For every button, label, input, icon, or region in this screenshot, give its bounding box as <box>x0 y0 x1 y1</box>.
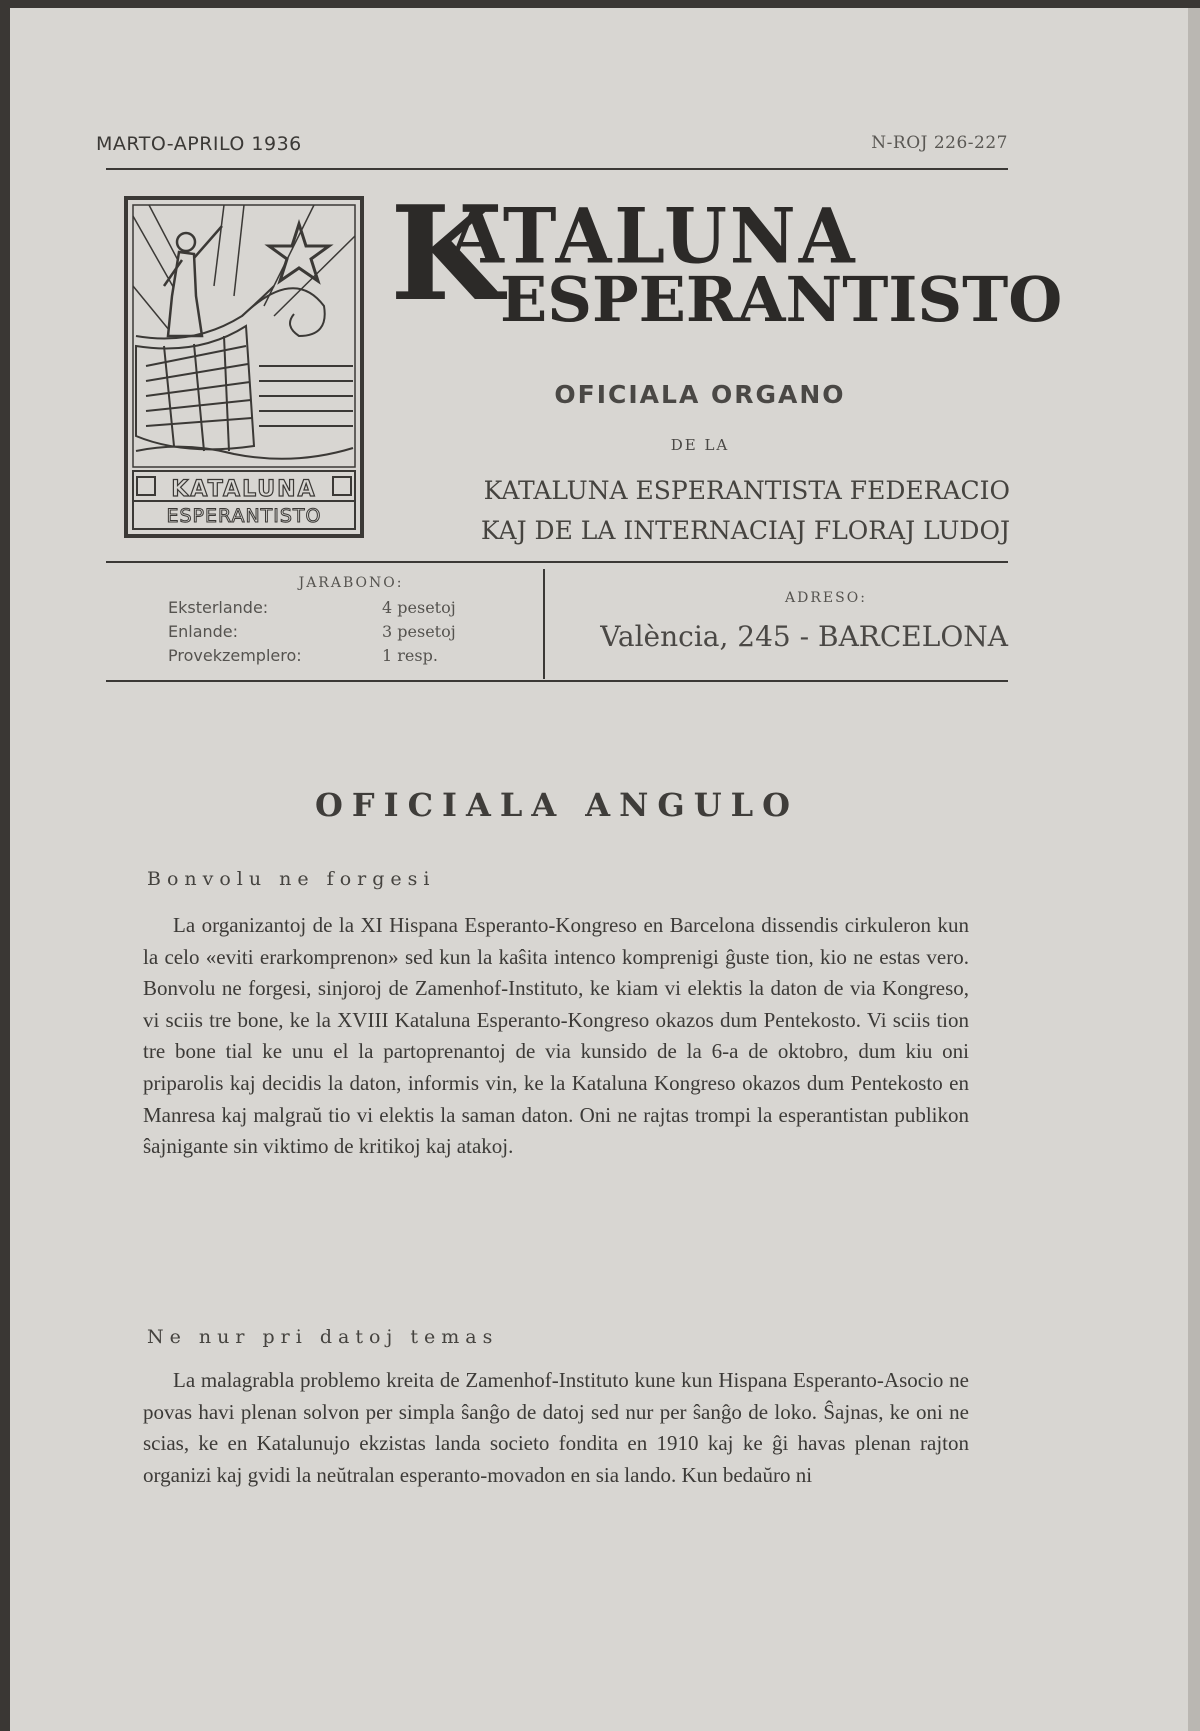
logo-label-line1: KATALUNA <box>171 477 317 502</box>
masthead-title <box>390 177 1063 363</box>
issue-date: MARTO-APRILO 1936 <box>96 133 302 155</box>
subscription-title: JARABONO: <box>298 575 404 591</box>
rate-row <box>168 622 456 641</box>
magazine-page <box>10 8 1200 1731</box>
header-rule <box>106 168 1008 170</box>
rate-label: Eksterlande: <box>168 598 269 617</box>
table-bottom-rule <box>106 680 1008 682</box>
table-divider <box>543 569 545 679</box>
organ-label: OFICIALA ORGANO <box>554 380 846 409</box>
subheading: Ne nur pri datoj temas <box>147 1326 499 1348</box>
issue-numbers: N-ROJ 226-227 <box>871 133 1008 153</box>
rate-value: 1 resp. <box>382 646 438 665</box>
masthead-initial: K <box>390 177 503 330</box>
de-la-label: DE LA <box>670 436 730 454</box>
article-paragraph: La organizantoj de la XI Hispana Esperanto-Kongreso en Barcelona dissendis cirkuleron kun la celo «eviti erarkomprenon» sed kun la kaŝita intenco komprenigi ĝuste tion, kio ne estas vero. Bonvolu ne forgesi, sinjoroj de Zamenhof-Instituto, ke kiam vi elektis la daton de via Kongreso, vi sciis tre bone, ke la XVIII Kataluna Esperanto-Kongreso okazos dum Pentekosto. Vi sciis tion tre bone tial ke unu el la partoprenantoj de via kunsido de la 6-a de oktobro, dum kiu oni priparolis kaj decidis la daton, informis vin, ke la Kataluna Kongreso okazos dum Pentekosto en Manresa kaj malgraŭ tio vi elektis la saman daton. Oni ne rajtas trompi la esperantistan publikon ŝajnigante sin viktimo de kritikoj kaj atakoj. <box>143 913 969 1159</box>
rate-value: 3 pesetoj <box>382 622 456 641</box>
masthead-line1: ATALUNA <box>448 190 858 281</box>
federation-line1: KATALUNA ESPERANTISTA FEDERACIO <box>483 476 1010 505</box>
subscription-address-box <box>106 565 1008 680</box>
article-paragraph: La malagrabla problemo kreita de Zamenhof-Instituto kune kun Hispana Esperanto-Asocio ne povas havi plenan solvon per simpla ŝanĝo de datoj sed nur per ŝanĝo de loko. Ŝajnas, ke oni ne scias, ke en Katalunujo ekzistas landa societo fondita en 1910 kaj ke ĝi havas plenan rajton organizi kaj gvidi la neŭtralan esperanto-movadon en sia lando. Kun bedaŭro ni <box>143 1368 969 1487</box>
rate-value: 4 pesetoj <box>382 598 456 617</box>
kataluna-esperantisto-logo <box>124 196 364 538</box>
address-value: València, 245 - BARCELONA <box>600 620 1008 653</box>
issue-header <box>96 133 1008 163</box>
address-title: ADRESO: <box>785 590 867 606</box>
section-title: OFICIALA ANGULO <box>315 786 799 824</box>
federation-line2: KAJ DE LA INTERNACIAJ FLORAJ LUDOJ <box>480 516 1010 545</box>
subheading: Bonvolu ne forgesi <box>147 868 436 890</box>
rate-row <box>168 598 456 617</box>
masthead-bottom-rule <box>106 561 1008 563</box>
rate-label: Provekzemplero: <box>168 646 302 665</box>
logo-label-line2: ESPERANTISTO <box>166 505 322 527</box>
rate-row <box>168 646 438 665</box>
rate-label: Enlande: <box>168 622 239 641</box>
masthead-line2: ESPERANTISTO <box>500 263 1063 336</box>
